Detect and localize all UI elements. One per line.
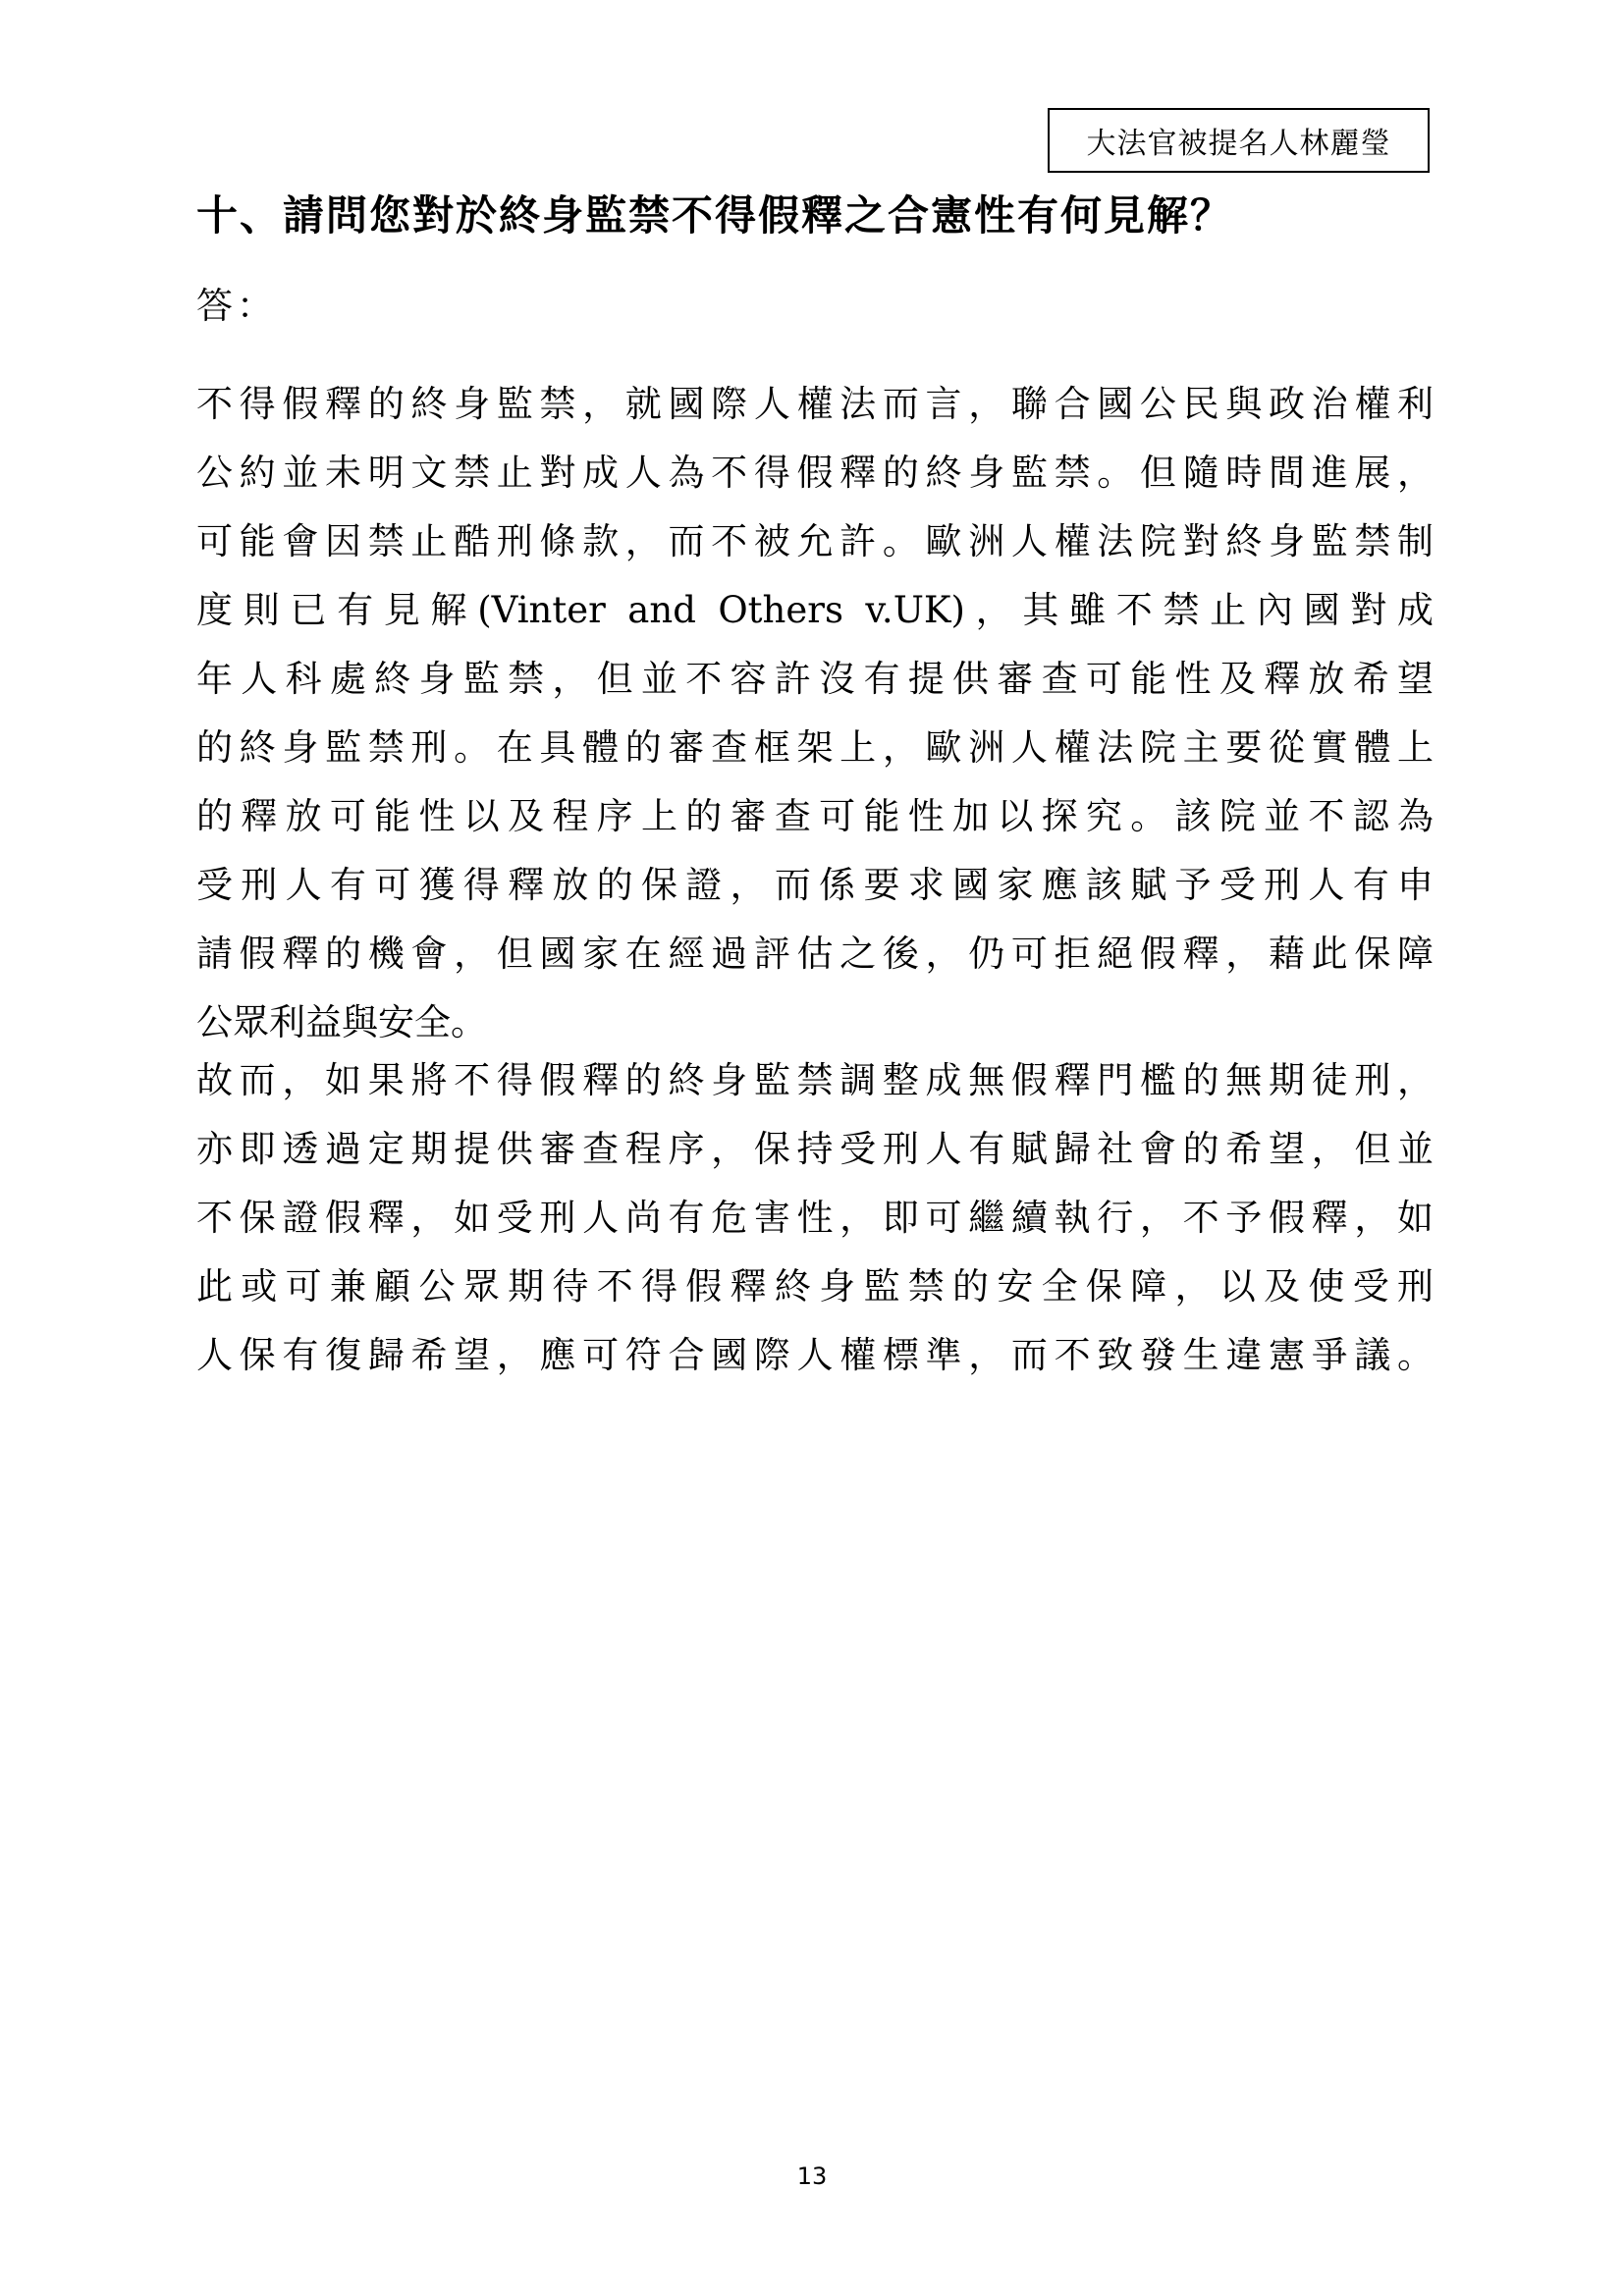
page-number: 13 bbox=[796, 2163, 828, 2190]
paragraph-line: 人保有復歸希望，應可符合國際人權標準，而不致發生違憲爭議。 bbox=[196, 1334, 1434, 1376]
paragraph-line: 公約並未明文禁止對成人為不得假釋的終身監禁。但隨時間進展， bbox=[196, 452, 1434, 494]
paragraph-line: 度則已有見解(Vinter and Others v.UK)，其雖不禁止內國對成 bbox=[196, 589, 1434, 631]
paragraph-line: 年人科處終身監禁，但並不容許沒有提供審查可能性及釋放希望 bbox=[196, 658, 1434, 700]
paragraph-line: 的釋放可能性以及程序上的審查可能性加以探究。該院並不認為 bbox=[196, 795, 1434, 837]
paragraph-line: 可能會因禁止酷刑條款，而不被允許。歐洲人權法院對終身監禁制 bbox=[196, 520, 1434, 562]
answer-paragraph-2 bbox=[196, 1046, 1434, 1390]
paragraph-line: 受刑人有可獲得釋放的保證，而係要求國家應該賦予受刑人有申 bbox=[196, 864, 1434, 906]
nominee-header-box bbox=[1048, 108, 1430, 173]
question-title: 十、請問您對於終身監禁不得假釋之合憲性有何見解？ bbox=[196, 191, 1234, 240]
paragraph-line: 的終身監禁刑。在具體的審查框架上，歐洲人權法院主要從實體上 bbox=[196, 726, 1434, 769]
answer-paragraph-1 bbox=[196, 370, 1434, 1057]
paragraph-line: 請假釋的機會，但國家在經過評估之後，仍可拒絕假釋，藉此保障 bbox=[196, 933, 1434, 975]
paragraph-line: 不得假釋的終身監禁，就國際人權法而言，聯合國公民與政治權利 bbox=[196, 383, 1434, 425]
nominee-label: 大法官被提名人林麗瑩 bbox=[1086, 127, 1391, 161]
paragraph-line: 公眾利益與安全。 bbox=[196, 1001, 487, 1043]
paragraph-line: 此或可兼顧公眾期待不得假釋終身監禁的安全保障，以及使受刑 bbox=[196, 1265, 1434, 1308]
paragraph-line: 不保證假釋，如受刑人尚有危害性，即可繼續執行，不予假釋，如 bbox=[196, 1197, 1434, 1239]
paragraph-line: 故而，如果將不得假釋的終身監禁調整成無假釋門檻的無期徒刑， bbox=[196, 1059, 1434, 1101]
paragraph-line: 亦即透過定期提供審查程序，保持受刑人有賦歸社會的希望，但並 bbox=[196, 1128, 1434, 1170]
answer-label: 答： bbox=[196, 285, 277, 327]
